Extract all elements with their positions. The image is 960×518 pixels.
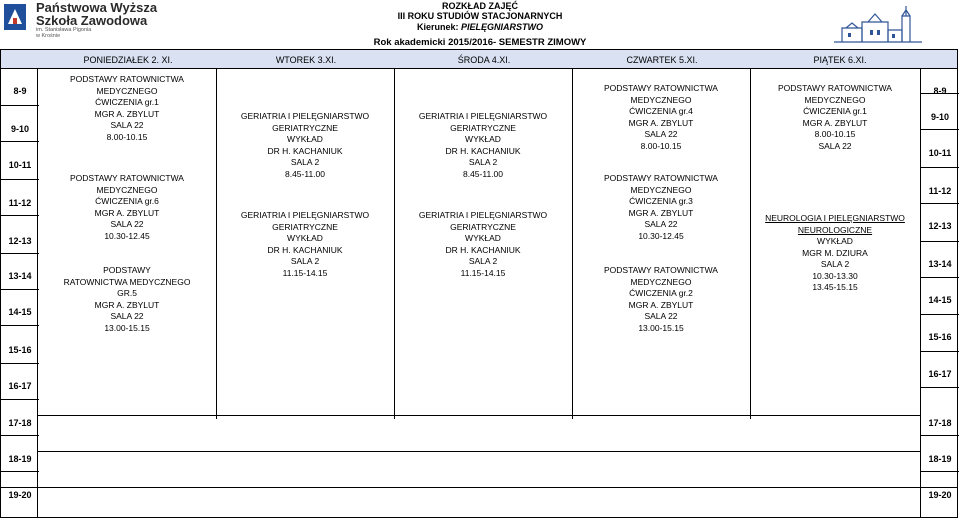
time: 8.45-11.00 [284,168,325,179]
hour-label: 19-20 [928,490,952,500]
course-name-cont: MEDYCZNEGO [630,184,692,195]
class-block-monday-3 [38,265,216,334]
hour-label: 16-17 [8,381,32,391]
hour-label: 15-16 [928,332,952,342]
course-name: PODSTAWY RATOWNICTWA [778,83,892,93]
room: SALA 2 [290,157,320,167]
hour-label: 16-17 [928,369,952,379]
hour-label: 18-19 [8,454,32,464]
class-block-thursday-2 [572,173,750,242]
hour-label: 13-14 [928,259,952,269]
class-type: WYKŁAD [465,134,501,144]
class-type: ĆWICZENIA gr.3 [629,196,693,206]
room: SALA 2 [468,157,498,167]
room: SALA 2 [468,256,498,266]
hour-label: 9-10 [930,112,949,122]
logo-line3: im. Stanisława Pigonia [36,27,92,33]
room: SALA 22 [110,311,144,321]
class-block-thursday-1 [572,83,750,152]
instructor: DR H. KACHANIUK [445,145,521,156]
instructor: MGR A. ZBYLUT [94,207,160,218]
room: SALA 22 [644,129,678,139]
room: SALA 22 [818,140,852,151]
time: 10.30-12.45 [104,230,150,241]
logo-line1: Państwowa Wyższa [36,0,158,15]
course-name-cont: MEDYCZNEGO [96,85,158,96]
instructor: MGR A. ZBYLUT [94,108,160,119]
time: 8.45-11.00 [462,168,503,179]
hour-label: 10-11 [8,160,32,170]
time: 8.00-10.15 [814,129,856,139]
time: 10.30-13.30 [812,270,858,281]
hour-label: 17-18 [8,418,32,428]
hour-label: 11-12 [8,198,32,208]
course-name: GERIATRIA I PIELĘGNIARSTWO [418,111,548,121]
course-name: GERIATRIA I PIELĘGNIARSTWO [240,111,370,121]
time: 8.00-10.15 [640,140,682,151]
hour-label: 12-13 [928,221,952,231]
time-second: 13.45-15.15 [812,282,858,292]
course-name-cont: MEDYCZNEGO [804,94,866,105]
course-name: NEUROLOGIA I PIELĘGNIARSTWO [765,213,905,223]
class-type: ĆWICZENIA gr.1 [803,106,867,116]
class-type: WYKŁAD [465,233,501,243]
day-header-wednesday: ŚRODA 4.XI. [457,55,511,65]
class-type: ĆWICZENIA gr.2 [629,288,693,298]
schedule-major [0,22,960,32]
hour-label: 10-11 [928,148,952,158]
time: 11.15-14.15 [460,267,506,278]
course-name-cont: GERIATRYCZNE [450,221,516,232]
hour-label: 19-20 [8,490,32,500]
instructor: DR H. KACHANIUK [267,145,343,156]
hour-label: 14-15 [928,295,952,305]
course-name: PODSTAWY RATOWNICTWA [604,265,718,275]
instructor: DR H. KACHANIUK [267,244,343,255]
group: GR.5 [117,288,137,298]
class-block-friday-2 [750,213,920,294]
schedule-title: ROZKŁAD ZAJĘĆ [442,1,518,11]
class-type: ĆWICZENIA gr.1 [95,97,159,107]
course-name-cont: GERIATRYCZNE [450,122,516,133]
hour-column-left [0,69,38,518]
class-type: WYKŁAD [287,134,323,144]
course-name-cont: GERIATRYCZNE [272,122,338,133]
schedule-year: III ROKU STUDIÓW STACJONARNYCH [397,11,563,21]
class-type: ĆWICZENIA gr.4 [629,106,693,116]
class-block-monday-2 [38,173,216,242]
hour-label: 14-15 [8,307,32,317]
course-name: PODSTAWY RATOWNICTWA [70,173,184,183]
class-block-tuesday-1 [216,111,394,180]
day-header-monday: PONIEDZIAŁEK 2. XI. [83,55,173,65]
hour-label: 8-9 [13,86,27,96]
instructor: MGR A. ZBYLUT [628,299,694,310]
instructor: MGR A. ZBYLUT [628,117,694,128]
instructor: MGR A. ZBYLUT [628,207,694,218]
class-block-thursday-3 [572,265,750,334]
day-header-row [0,49,958,69]
schedule-grid [0,49,960,518]
room: SALA 22 [110,219,144,229]
class-type: WYKŁAD [287,233,323,243]
course-name: PODSTAWY [103,265,151,275]
class-type: WYKŁAD [817,236,853,246]
academic-year: Rok akademicki 2015/2016- SEMESTR ZIMOWY [373,37,587,48]
major-value: PIELĘGNIARSTWO [461,22,544,32]
course-name-cont: MEDYCZNEGO [630,94,692,105]
instructor: MGR A. ZBYLUT [94,299,160,310]
instructor: MGR A. ZBYLUT [802,117,868,128]
instructor: DR H. KACHANIUK [445,244,521,255]
day-header-thursday: CZWARTEK 5.XI. [626,55,698,65]
time: 11.15-14.15 [282,267,328,278]
class-block-wednesday-1 [394,111,572,180]
hour-label: 18-19 [928,454,952,464]
room: SALA 22 [644,311,678,321]
hour-label: 17-18 [928,418,952,428]
time: 10.30-12.45 [638,230,684,241]
hour-label: 15-16 [8,345,32,355]
room: SALA 22 [110,120,144,130]
instructor: MGR M. DZIURA [802,247,868,258]
class-type: ĆWICZENIA gr.6 [95,196,159,206]
course-name-cont: RATOWNICTWA MEDYCZNEGO [63,276,191,287]
hour-column-right [920,69,958,518]
day-header-tuesday: WTOREK 3.XI. [275,55,337,65]
room: SALA 2 [290,256,320,266]
course-name-cont: NEUROLOGICZNE [797,224,873,235]
time: 13.00-15.15 [104,322,150,333]
hour-label: 11-12 [928,186,952,196]
time: 8.00-10.15 [106,131,148,142]
course-name: GERIATRIA I PIELĘGNIARSTWO [418,210,548,220]
logo-line4: w Krośnie [36,33,61,39]
hour-label: 13-14 [8,271,32,281]
course-name-cont: MEDYCZNEGO [96,184,158,195]
course-name-cont: MEDYCZNEGO [630,276,692,287]
class-block-tuesday-2 [216,210,394,279]
hour-label: 9-10 [10,124,29,134]
hour-label: 12-13 [8,236,32,246]
room: SALA 2 [820,259,850,269]
day-header-friday: PIĄTEK 6.XI. [813,55,867,65]
hour-label: 8-9 [933,86,947,96]
course-name: PODSTAWY RATOWNICTWA [70,74,184,84]
class-block-friday-1 [750,83,920,152]
class-block-monday-1 [38,74,216,143]
logo-line2: Szkoła Zawodowa [36,13,148,28]
castle-logo-icon [832,2,924,46]
course-name: GERIATRIA I PIELĘGNIARSTWO [240,210,370,220]
class-block-wednesday-2 [394,210,572,279]
time: 13.00-15.15 [638,322,684,333]
course-name: PODSTAWY RATOWNICTWA [604,173,718,183]
major-prefix: Kierunek: [416,22,461,32]
room: SALA 22 [644,219,678,229]
course-name-cont: GERIATRYCZNE [272,221,338,232]
course-name: PODSTAWY RATOWNICTWA [604,83,718,93]
